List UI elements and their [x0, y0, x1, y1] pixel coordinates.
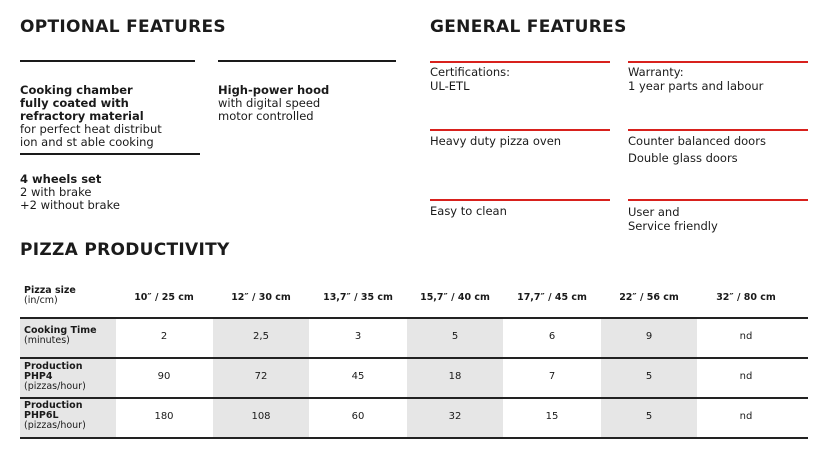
row-label-title: Production PHP4 — [24, 361, 83, 382]
table-cell: 3 — [354, 331, 362, 342]
red-divider — [430, 129, 610, 131]
red-divider — [628, 129, 808, 131]
cooking-chamber-feature — [20, 71, 162, 162]
wheels-text: 2 with brake +2 without brake — [20, 185, 120, 212]
table-cell: 72 — [254, 371, 268, 382]
divider — [218, 60, 396, 62]
warranty-text: Warranty: 1 year parts and labour — [628, 65, 764, 93]
table-rule — [20, 437, 808, 439]
size-header: 10″ / 25 cm — [134, 292, 194, 303]
divider — [20, 153, 200, 155]
table-cell: nd — [739, 371, 753, 382]
general-features-title: GENERAL FEATURES — [430, 17, 627, 37]
row-label-unit: (pizzas/hour) — [24, 381, 86, 392]
hood-title: High-power hood — [218, 83, 330, 97]
table-cell: 180 — [154, 411, 174, 422]
optional-features-title: OPTIONAL FEATURES — [20, 17, 226, 37]
table-cell: 45 — [351, 371, 365, 382]
size-header: 32″ / 80 cm — [716, 292, 776, 303]
red-divider — [430, 61, 610, 63]
certifications-text: Certifications: UL-ETL — [430, 65, 511, 93]
cooking-chamber-title: Cooking chamber fully coated with refractory material — [20, 83, 144, 123]
divider — [20, 60, 195, 62]
cooking-chamber-text: for perfect heat distribut ion and st able cooking — [20, 122, 162, 149]
row-label-title: Production PHP6L — [24, 400, 83, 421]
wheels-feature — [20, 160, 120, 225]
row-label — [24, 401, 86, 431]
table-rule — [20, 357, 808, 359]
table-cell: 15 — [545, 411, 559, 422]
table-cell: 32 — [448, 411, 462, 422]
pizza-size-title: Pizza size — [24, 285, 76, 296]
table-cell: 5 — [451, 331, 459, 342]
hood-text: with digital speed motor controlled — [218, 96, 321, 123]
table-cell: 60 — [351, 411, 365, 422]
row-label-unit: (pizzas/hour) — [24, 420, 86, 431]
table-rule — [20, 397, 808, 399]
easy-clean-text: Easy to clean — [430, 204, 507, 218]
table-rule — [20, 317, 808, 319]
pizza-productivity-title: PIZZA PRODUCTIVITY — [20, 240, 230, 260]
size-header: 15,7″ / 40 cm — [420, 292, 490, 303]
hood-feature — [218, 71, 329, 136]
table-cell: 2,5 — [253, 331, 269, 342]
row-label — [24, 326, 97, 346]
table-cell: 18 — [448, 371, 462, 382]
table-cell: 7 — [548, 371, 556, 382]
size-header: 17,7″ / 45 cm — [517, 292, 587, 303]
row-label — [24, 362, 86, 392]
pizza-size-label — [24, 286, 76, 306]
red-divider — [628, 61, 808, 63]
red-divider — [430, 199, 610, 201]
table-cell: 5 — [645, 411, 653, 422]
table-cell: 108 — [251, 411, 271, 422]
size-header: 12″ / 30 cm — [231, 292, 291, 303]
doors-text: Counter balanced doors Double glass doors — [628, 134, 766, 165]
size-header: 22″ / 56 cm — [619, 292, 679, 303]
table-cell: 5 — [645, 371, 653, 382]
wheels-title: 4 wheels set — [20, 172, 102, 186]
red-divider — [628, 199, 808, 201]
table-cell: 2 — [160, 331, 168, 342]
row-label-title: Cooking Time — [24, 325, 97, 336]
table-cell: nd — [739, 331, 753, 342]
pizza-size-unit: (in/cm) — [24, 295, 58, 306]
row-label-unit: (minutes) — [24, 335, 70, 346]
table-cell: 90 — [157, 371, 171, 382]
table-cell: 9 — [645, 331, 653, 342]
table-cell: 6 — [548, 331, 556, 342]
table-cell: nd — [739, 411, 753, 422]
user-friendly-text: User and Service friendly — [628, 205, 718, 233]
heavy-duty-text: Heavy duty pizza oven — [430, 134, 562, 148]
size-header: 13,7″ / 35 cm — [323, 292, 393, 303]
